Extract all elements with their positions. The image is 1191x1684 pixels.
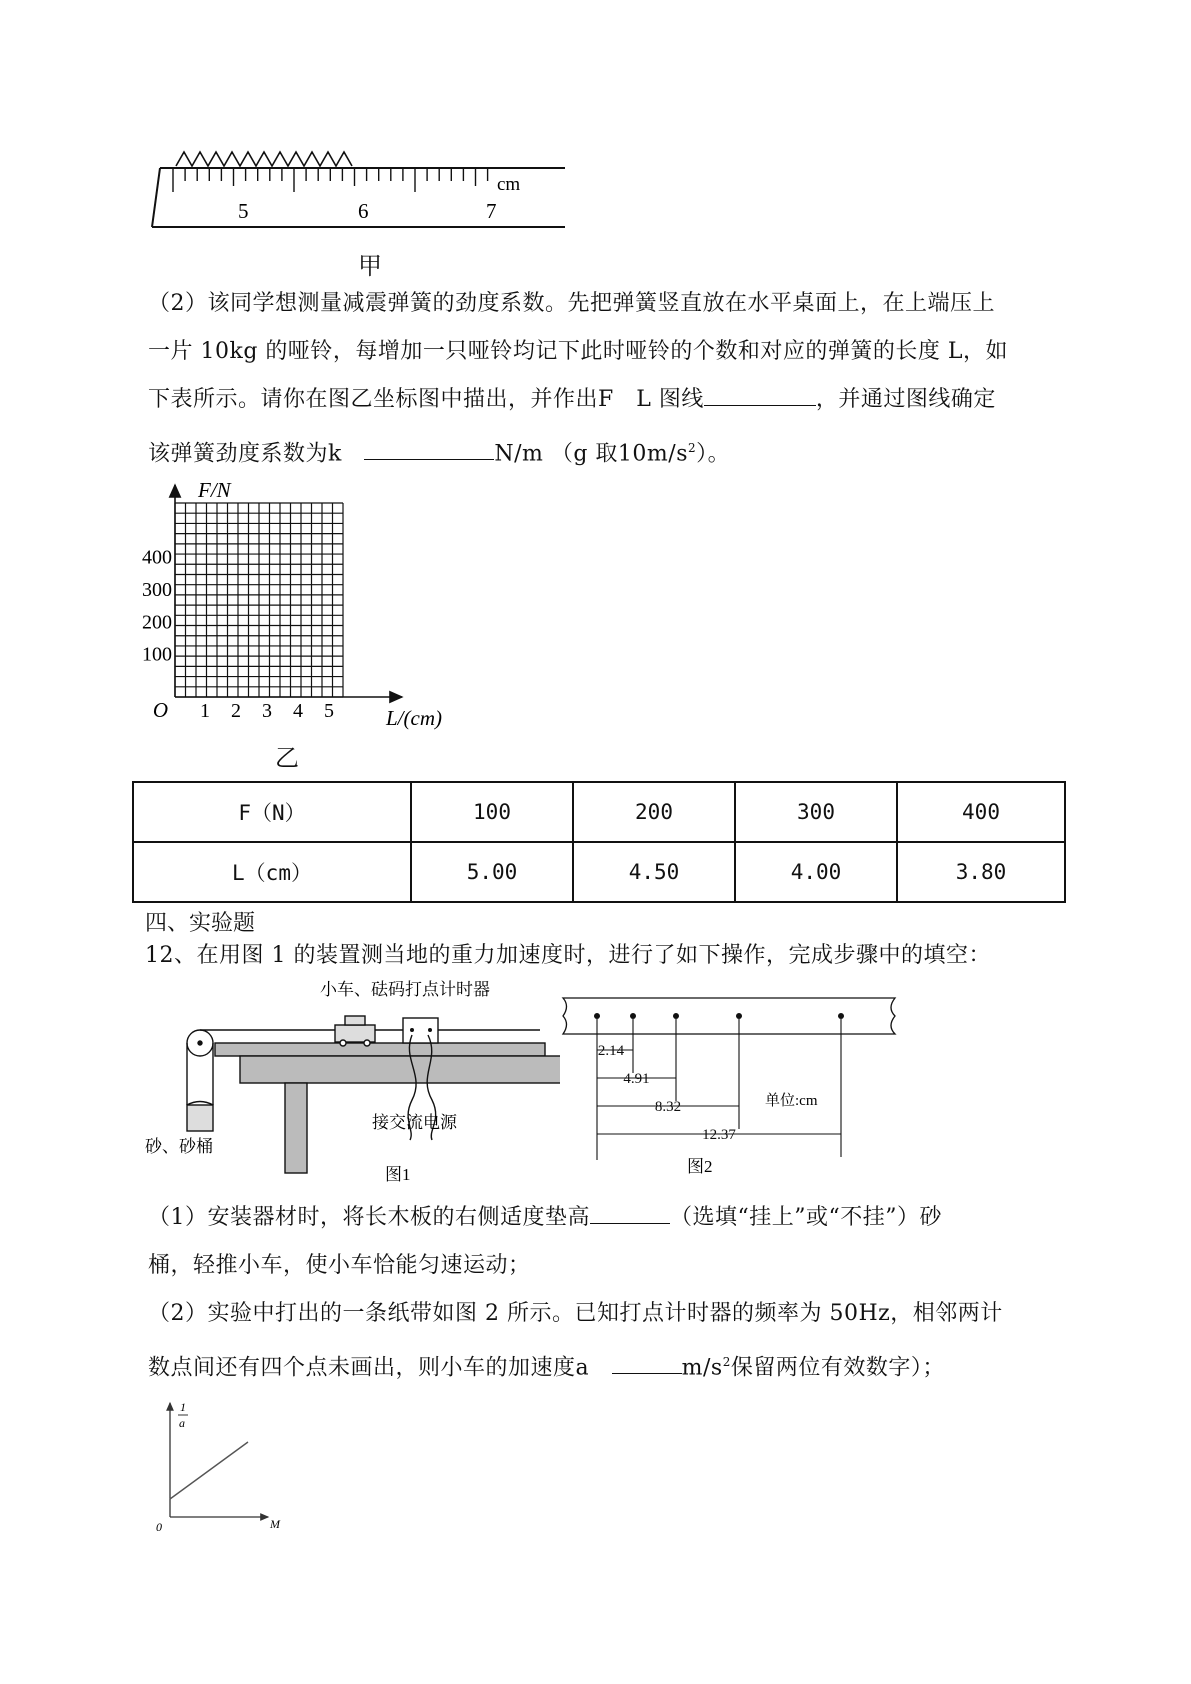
x-tick-label: 2: [231, 700, 241, 722]
q2-spring-text: [148, 280, 1063, 472]
table-cell: 200: [573, 782, 735, 842]
q2-line-2: 一片 10kg 的哑铃，每增加一只哑铃均记下此时哑铃的个数和对应的弹簧的长度 L，如: [148, 339, 1008, 364]
grid-lines: [175, 503, 343, 697]
dim-label: 2.14: [597, 1043, 625, 1059]
answer-blank-k[interactable]: [364, 441, 494, 460]
graph-y-den: a: [179, 1416, 185, 1430]
q12-parts: [148, 1194, 1063, 1386]
graph-y-num: 1: [180, 1400, 186, 1414]
x-axis-label: L/(cm): [386, 706, 442, 730]
tape-dot: [594, 1013, 600, 1019]
caption-fig1: 图1: [385, 1165, 411, 1184]
label-power: 接交流电源: [372, 1113, 457, 1132]
x-tick-label: 4: [293, 700, 303, 722]
dim-label: 8.32: [654, 1099, 682, 1115]
tape-dot: [838, 1013, 844, 1019]
caption-yi: 乙: [275, 744, 299, 772]
origin-label: O: [152, 698, 168, 722]
answer-blank-acceleration[interactable]: [612, 1355, 682, 1374]
ruler-tick-5: 5: [238, 199, 249, 223]
tape-dot: [673, 1013, 679, 1019]
section-title: 四、实验题: [145, 911, 256, 936]
table-cell: 400: [897, 782, 1065, 842]
table-row: [133, 842, 1065, 902]
q12-intro: 12、在用图 1 的装置测当地的重力加速度时，进行了如下操作，完成步骤中的填空：: [145, 943, 991, 968]
table-header-cell: L（cm）: [133, 842, 411, 902]
answer-blank-graph[interactable]: [704, 387, 816, 406]
inverse-acceleration-graph: [150, 1395, 300, 1535]
table-cell: 300: [735, 782, 897, 842]
dot-timer: [403, 1018, 438, 1043]
table-cell: 4.50: [573, 842, 735, 902]
q2-line-1: （2）该同学想测量减震弹簧的劲度系数。先把弹簧竖直放在水平桌面上，在上端压上: [148, 291, 995, 316]
ruler-tick-7: 7: [486, 199, 497, 223]
data-table: [132, 781, 1066, 903]
long-board: [215, 1043, 545, 1056]
table-row: [133, 782, 1065, 842]
apparatus-figure: [140, 980, 560, 1185]
ruler-ticks: [173, 168, 488, 192]
x-tick-label: 1: [200, 700, 210, 722]
tape-dot: [630, 1013, 636, 1019]
caption-jia: 甲: [358, 252, 382, 280]
y-axis-label: F/N: [198, 478, 231, 502]
table-cell: 4.00: [735, 842, 897, 902]
spring-coil: [176, 152, 352, 166]
table-header-cell: F（N）: [133, 782, 411, 842]
q12-part2-line2: 数点间还有四个点未画出，则小车的加速度a $m/s^2$保留两位有效数字）；: [148, 1355, 945, 1381]
table-top: [240, 1056, 560, 1083]
y-tick-label: 400: [142, 546, 172, 569]
table-cell: 5.00: [411, 842, 573, 902]
graph-origin: 0: [156, 1520, 162, 1534]
tape-unit: 单位:cm: [765, 1093, 818, 1109]
cart: [335, 1025, 375, 1042]
tape-dimensions: [594, 1013, 844, 1160]
table-cell: 3.80: [897, 842, 1065, 902]
answer-blank-hang[interactable]: [590, 1205, 670, 1224]
table-leg: [285, 1083, 307, 1173]
dim-label: 12.37: [702, 1127, 736, 1143]
label-timer: 打点计时器: [405, 980, 490, 999]
graph-x-label: M: [270, 1517, 280, 1531]
dim-label: 4.91: [623, 1071, 650, 1087]
paper-tape: [563, 998, 895, 1034]
label-cart: 小车、砝码: [320, 980, 405, 999]
q12-part1-line2: 桶，轻推小车，使小车恰能匀速运动；: [148, 1253, 531, 1278]
y-tick-label: 300: [142, 579, 172, 601]
tape-dot: [736, 1013, 742, 1019]
caption-fig2: 图2: [687, 1157, 713, 1176]
q2-line-4: 该弹簧劲度系数为k N/m （g 取$10m/s^2$）。: [148, 441, 731, 467]
ruler-unit: cm: [497, 174, 521, 195]
ruler-tick-6: 6: [358, 199, 369, 223]
x-tick-label: 5: [324, 700, 334, 722]
grid-figure: [140, 475, 470, 735]
graph-line: [170, 1442, 248, 1499]
x-tick-label: 3: [262, 700, 272, 722]
q12-part1-line1: （1）安装器材时，将长木板的右侧适度垫高 （选填“挂上”或“不挂”）砂: [148, 1205, 942, 1230]
q2-line-3: 下表所示。请你在图乙坐标图中描出，并作出F L 图线 ，并通过图线确定: [148, 387, 996, 412]
q12-part2-line1: （2）实验中打出的一条纸带如图 2 所示。已知打点计时器的频率为 50Hz，相邻两计: [148, 1301, 1003, 1326]
label-bucket: 砂、砂桶: [145, 1137, 213, 1156]
y-tick-label: 200: [142, 611, 172, 634]
y-tick-label: 100: [142, 643, 172, 666]
tape-figure: [545, 990, 905, 1180]
table-cell: 100: [411, 782, 573, 842]
